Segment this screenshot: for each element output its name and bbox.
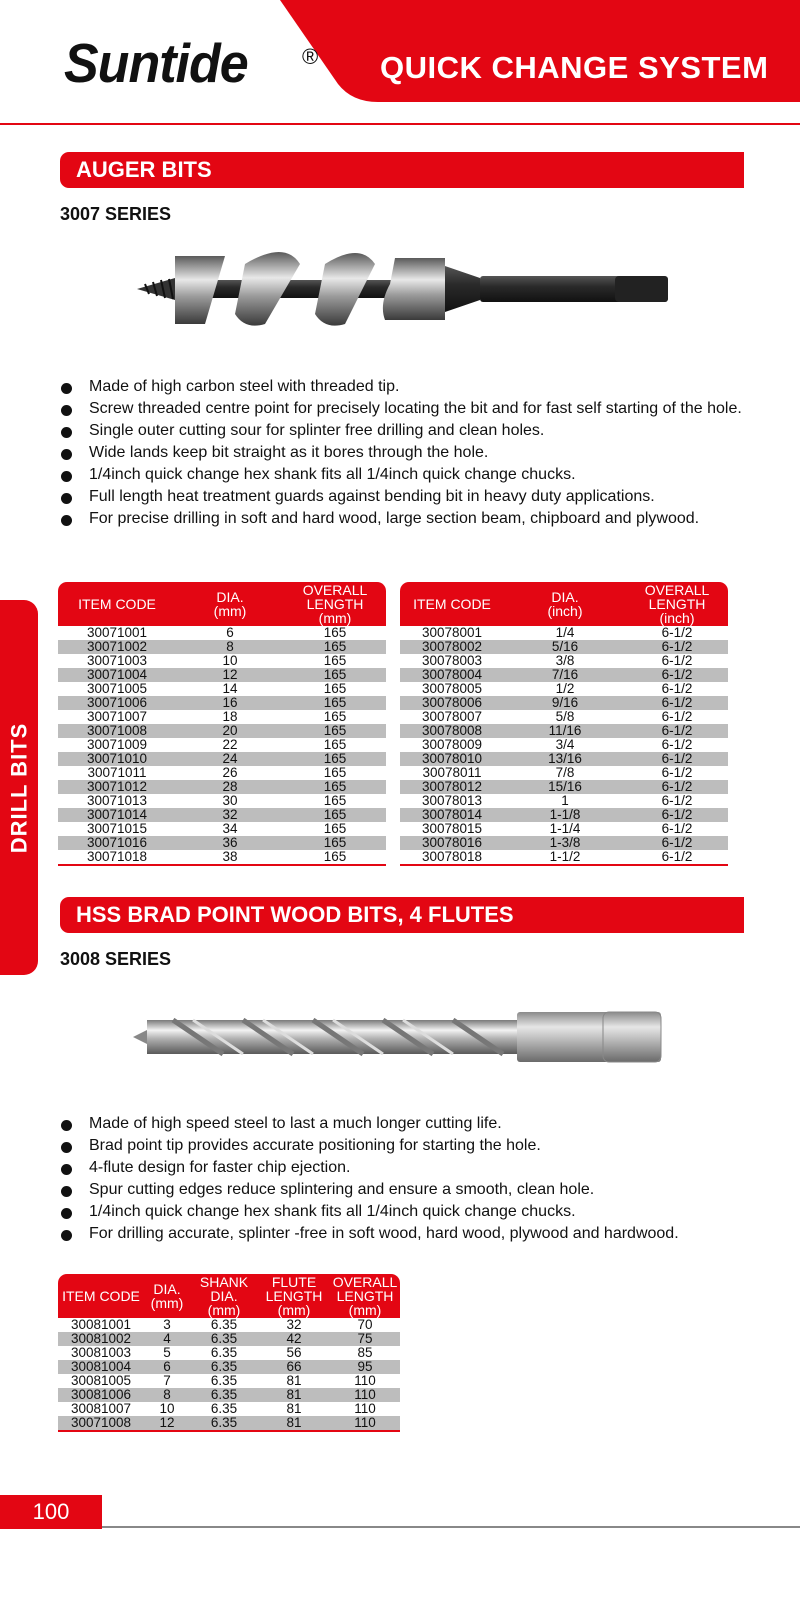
- table-cell: 10: [222, 653, 238, 668]
- table-cell: 30078013: [421, 793, 483, 808]
- table-cell: 30071013: [86, 793, 148, 808]
- feature-item: For drilling accurate, splinter -free in soft wood, hard wood, plywood and hardwood.: [60, 1223, 760, 1245]
- table-cell: 30078007: [421, 709, 483, 724]
- table-cell: 165: [323, 709, 347, 724]
- table-body: [58, 626, 386, 865]
- feature-item: Full length heat treatment guards against bending bit in heavy duty applications.: [60, 486, 760, 508]
- table-cell: 8: [144, 1388, 190, 1402]
- page-header-title: QUICK CHANGE SYSTEM: [380, 50, 769, 85]
- table-cell: 165: [323, 793, 347, 808]
- page-number: 100: [32, 1499, 70, 1524]
- table-cell: 165: [284, 668, 386, 682]
- feature-item: 1/4inch quick change hex shank fits all 1/4inch quick change chucks.: [60, 1201, 760, 1223]
- feature-item: Made of high carbon steel with threaded tip.: [60, 376, 760, 398]
- feature-item: 1/4inch quick change hex shank fits all 1/4inch quick change chucks.: [60, 464, 760, 486]
- table-cell: 4: [144, 1332, 190, 1346]
- table-cell: 30071018: [58, 850, 176, 865]
- table-cell: 6-1/2: [661, 653, 693, 668]
- table-cell: 6: [226, 625, 234, 640]
- table-cell: 3: [163, 1317, 171, 1332]
- table-cell: 11/16: [504, 724, 626, 738]
- column-header: [190, 1274, 258, 1318]
- table-row: [400, 752, 728, 766]
- table-cell: 8: [176, 640, 284, 654]
- table-cell: 1/4: [555, 625, 575, 640]
- table-cell: 85: [357, 1345, 373, 1360]
- table-cell: 3/8: [555, 653, 575, 668]
- table-row: [58, 696, 386, 710]
- table-row: [58, 654, 386, 668]
- side-category-label: DRILL BITS: [6, 722, 31, 853]
- table-cell: 3/4: [555, 737, 575, 752]
- table-cell: 30071003: [86, 653, 148, 668]
- table-cell: 12: [144, 1416, 190, 1431]
- table-row: [400, 850, 728, 865]
- column-header-line: ITEM CODE: [62, 1288, 140, 1304]
- section-title-auger: AUGER BITS: [60, 152, 744, 188]
- table-body: [58, 1318, 400, 1431]
- feature-item: Screw threaded centre point for precisely locating the bit and for fast self starting of the hole.: [60, 398, 760, 420]
- table-cell: 5/8: [555, 709, 575, 724]
- auger-bit-icon: [135, 244, 680, 332]
- column-header-line: ITEM CODE: [78, 596, 156, 612]
- table-row: [58, 836, 386, 850]
- feature-item: Spur cutting edges reduce splintering and ensure a smooth, clean hole.: [60, 1179, 760, 1201]
- table-cell: 6-1/2: [626, 752, 728, 766]
- table-cell: 30078010: [400, 752, 504, 766]
- table-row: [400, 794, 728, 808]
- column-header-line: OVERALL: [332, 1274, 398, 1290]
- table-cell: 165: [323, 681, 347, 696]
- table-cell: 42: [258, 1332, 330, 1346]
- table-cell: 32: [176, 808, 284, 822]
- table-row: [58, 668, 386, 682]
- table-cell: 165: [284, 850, 386, 865]
- table-cell: 30078015: [421, 821, 483, 836]
- table-cell: 30078008: [400, 724, 504, 738]
- table-cell: 6-1/2: [626, 850, 728, 865]
- table-row: [58, 640, 386, 654]
- table-cell: 165: [284, 752, 386, 766]
- brad-feature-list: [60, 1113, 760, 1245]
- column-header: [626, 582, 728, 626]
- table-row: [58, 808, 386, 822]
- table-row: [58, 1402, 400, 1416]
- column-header-line: DIA.: [216, 589, 244, 605]
- table-cell: 165: [323, 625, 347, 640]
- table-cell: 6-1/2: [626, 836, 728, 850]
- table-cell: 6-1/2: [626, 808, 728, 822]
- table-cell: 75: [330, 1332, 400, 1346]
- table-cell: 30071012: [58, 780, 176, 794]
- table-cell: 6.35: [190, 1332, 258, 1346]
- column-header-line: (mm): [150, 1295, 184, 1311]
- table-cell: 30071008: [58, 1416, 144, 1431]
- table-cell: 165: [284, 696, 386, 710]
- column-header-line: (mm): [213, 603, 247, 619]
- table-cell: 14: [222, 681, 238, 696]
- column-header-line: DIA.: [210, 1288, 238, 1304]
- column-header: [284, 582, 386, 626]
- table-row: [58, 682, 386, 696]
- brad-point-bit-icon: [133, 1006, 668, 1068]
- table-cell: 24: [176, 752, 284, 766]
- feature-item: Brad point tip provides accurate positioning for starting the hole.: [60, 1135, 760, 1157]
- brand-logo: Suntide: [64, 33, 248, 95]
- column-header: [400, 582, 504, 626]
- table-row: [58, 1416, 400, 1431]
- table-cell: 30078009: [421, 737, 483, 752]
- table-cell: 30071007: [86, 709, 148, 724]
- table-header: [58, 1274, 400, 1318]
- table-cell: 30078011: [422, 765, 482, 780]
- table-cell: 32: [286, 1317, 302, 1332]
- table-cell: 28: [176, 780, 284, 794]
- section-title-brad-point: HSS BRAD POINT WOOD BITS, 4 FLUTES: [60, 897, 744, 933]
- table-row: [58, 1346, 400, 1360]
- table-cell: 66: [258, 1360, 330, 1374]
- table-cell: 165: [284, 724, 386, 738]
- table-cell: 30071004: [58, 668, 176, 682]
- table-row: [58, 794, 386, 808]
- table-row: [58, 710, 386, 724]
- column-header-line: (inch): [547, 603, 583, 619]
- feature-item: 4-flute design for faster chip ejection.: [60, 1157, 760, 1179]
- series-label-3007: 3007 SERIES: [60, 204, 172, 224]
- table-cell: 6-1/2: [626, 640, 728, 654]
- table-cell: 6-1/2: [661, 737, 693, 752]
- table-cell: 165: [284, 808, 386, 822]
- table-row: [400, 780, 728, 794]
- table-cell: 6-1/2: [626, 696, 728, 710]
- table-cell: 6.35: [190, 1360, 258, 1374]
- auger-spec-table-inch: [400, 582, 728, 866]
- table-cell: 30078005: [421, 681, 483, 696]
- table-cell: 13/16: [504, 752, 626, 766]
- table-cell: 30078004: [400, 668, 504, 682]
- side-category-label-wrap: [0, 600, 38, 975]
- table-cell: 20: [176, 724, 284, 738]
- table-cell: 1-3/8: [504, 836, 626, 850]
- column-header: [144, 1274, 190, 1318]
- feature-item: Made of high speed steel to last a much longer cutting life.: [60, 1113, 760, 1135]
- table-cell: 30071009: [86, 737, 148, 752]
- column-header: [504, 582, 626, 626]
- table-cell: 30071005: [86, 681, 148, 696]
- table-cell: 1: [561, 793, 569, 808]
- table-cell: 165: [284, 640, 386, 654]
- column-header-line: ITEM CODE: [413, 596, 491, 612]
- column-header: [258, 1274, 330, 1318]
- feature-item: Single outer cutting sour for splinter free drilling and clean holes.: [60, 420, 760, 442]
- table-cell: 6-1/2: [661, 793, 693, 808]
- table-header: [400, 582, 728, 626]
- table-cell: 30081005: [70, 1373, 132, 1388]
- table-row: [400, 668, 728, 682]
- table-cell: 110: [330, 1416, 400, 1431]
- table-cell: 10: [159, 1401, 175, 1416]
- column-header-line: OVERALL: [302, 582, 368, 598]
- table-row: [400, 626, 728, 640]
- table-row: [400, 724, 728, 738]
- table-cell: 6.35: [210, 1345, 238, 1360]
- column-header-line: (mm): [277, 1302, 311, 1318]
- table-cell: 30071011: [87, 765, 147, 780]
- table-row: [400, 822, 728, 836]
- table-cell: 165: [284, 836, 386, 850]
- table-row: [400, 696, 728, 710]
- table-cell: 30078001: [421, 625, 483, 640]
- table-cell: 81: [286, 1373, 302, 1388]
- column-header-line: FLUTE: [271, 1274, 317, 1290]
- table-cell: 7/16: [504, 668, 626, 682]
- table-cell: 7/8: [555, 765, 575, 780]
- table-cell: 70: [357, 1317, 373, 1332]
- table-cell: 38: [176, 850, 284, 865]
- footer-divider: [102, 1526, 800, 1528]
- table-cell: 30078016: [400, 836, 504, 850]
- table-cell: 15/16: [504, 780, 626, 794]
- table-cell: 81: [286, 1401, 302, 1416]
- table-row: [58, 752, 386, 766]
- table-cell: 30078003: [421, 653, 483, 668]
- table-row: [58, 724, 386, 738]
- table-cell: 1-1/2: [504, 850, 626, 865]
- table-cell: 30078018: [400, 850, 504, 865]
- column-header-line: (mm): [318, 610, 352, 626]
- table-cell: 30078006: [400, 696, 504, 710]
- series-label-3008: 3008 SERIES: [60, 949, 172, 969]
- table-cell: 30071006: [58, 696, 176, 710]
- table-row: [400, 766, 728, 780]
- table-row: [400, 808, 728, 822]
- table-cell: 6-1/2: [626, 668, 728, 682]
- table-cell: 110: [330, 1388, 400, 1402]
- table-cell: 6-1/2: [626, 780, 728, 794]
- table-row: [400, 682, 728, 696]
- table-cell: 81: [258, 1416, 330, 1431]
- table-cell: 5: [163, 1345, 171, 1360]
- table-cell: 30081001: [70, 1317, 132, 1332]
- table-cell: 30081003: [70, 1345, 132, 1360]
- table-cell: 6.35: [190, 1416, 258, 1431]
- table-row: [58, 1318, 400, 1332]
- table-row: [58, 766, 386, 780]
- table-cell: 30071016: [58, 836, 176, 850]
- table-cell: 6-1/2: [626, 724, 728, 738]
- table-cell: 95: [330, 1360, 400, 1374]
- table-row: [58, 1374, 400, 1388]
- column-header: [58, 582, 176, 626]
- feature-item: Wide lands keep bit straight as it bores through the hole.: [60, 442, 760, 464]
- table-cell: 30081006: [58, 1388, 144, 1402]
- table-row: [400, 640, 728, 654]
- column-header-line: (inch): [659, 610, 695, 626]
- table-cell: 110: [354, 1401, 376, 1416]
- table-cell: 110: [354, 1373, 376, 1388]
- table-row: [58, 780, 386, 794]
- table-cell: 165: [284, 780, 386, 794]
- table-row: [58, 626, 386, 640]
- column-header-line: (mm): [207, 1302, 241, 1318]
- table-cell: 6-1/2: [661, 821, 693, 836]
- table-cell: 30081002: [58, 1332, 144, 1346]
- auger-feature-list: [60, 376, 760, 530]
- table-cell: 165: [323, 653, 347, 668]
- table-cell: 16: [176, 696, 284, 710]
- table-cell: 30078012: [400, 780, 504, 794]
- column-header-line: DIA.: [551, 589, 579, 605]
- table-cell: 1-1/8: [504, 808, 626, 822]
- registered-mark: ®: [302, 44, 319, 69]
- table-cell: 30071008: [58, 724, 176, 738]
- table-cell: 6.35: [210, 1373, 238, 1388]
- table-cell: 5/16: [504, 640, 626, 654]
- brad-spec-table: [58, 1274, 400, 1432]
- auger-spec-table-mm: [58, 582, 386, 866]
- table-cell: 6-1/2: [661, 765, 693, 780]
- table-cell: 22: [222, 737, 238, 752]
- table-cell: 6-1/2: [661, 625, 693, 640]
- table-cell: 30071015: [86, 821, 148, 836]
- table-row: [400, 710, 728, 724]
- column-header: [330, 1274, 400, 1318]
- column-header-line: LENGTH: [265, 1288, 323, 1304]
- table-row: [400, 738, 728, 752]
- column-header: [58, 1274, 144, 1318]
- column-header-line: LENGTH: [306, 596, 364, 612]
- column-header-line: DIA.: [153, 1281, 181, 1297]
- table-row: [58, 850, 386, 865]
- table-cell: 6.35: [210, 1401, 238, 1416]
- table-row: [58, 738, 386, 752]
- header-divider: [0, 123, 800, 125]
- table-cell: 7: [163, 1373, 171, 1388]
- table-cell: 9/16: [504, 696, 626, 710]
- table-cell: 26: [222, 765, 238, 780]
- table-row: [58, 1360, 400, 1374]
- table-cell: 81: [258, 1388, 330, 1402]
- table-cell: 18: [222, 709, 238, 724]
- table-cell: 165: [323, 765, 347, 780]
- column-header-line: (mm): [348, 1302, 382, 1318]
- table-cell: 1-1/4: [549, 821, 581, 836]
- table-cell: 165: [323, 821, 347, 836]
- table-cell: 56: [286, 1345, 302, 1360]
- table-cell: 30071001: [86, 625, 148, 640]
- table-cell: 6.35: [210, 1317, 238, 1332]
- table-cell: 34: [222, 821, 238, 836]
- column-header-line: SHANK: [199, 1274, 249, 1290]
- table-cell: 30078002: [400, 640, 504, 654]
- table-cell: 165: [323, 737, 347, 752]
- column-header: [176, 582, 284, 626]
- table-cell: 12: [176, 668, 284, 682]
- table-cell: 30078014: [400, 808, 504, 822]
- table-cell: 6-1/2: [661, 709, 693, 724]
- table-header: [58, 582, 386, 626]
- table-cell: 30081004: [58, 1360, 144, 1374]
- table-row: [58, 822, 386, 836]
- column-header-line: LENGTH: [648, 596, 706, 612]
- table-cell: 30: [222, 793, 238, 808]
- table-cell: 30071010: [58, 752, 176, 766]
- table-cell: 30071014: [58, 808, 176, 822]
- table-cell: 30071002: [58, 640, 176, 654]
- table-body: [400, 626, 728, 865]
- table-cell: 6: [144, 1360, 190, 1374]
- table-cell: 1/2: [555, 681, 575, 696]
- feature-item: For precise drilling in soft and hard wood, large section beam, chipboard and plywood.: [60, 508, 760, 530]
- column-header-line: LENGTH: [336, 1288, 394, 1304]
- table-row: [58, 1332, 400, 1346]
- table-row: [58, 1388, 400, 1402]
- table-cell: 6-1/2: [661, 681, 693, 696]
- table-cell: 36: [176, 836, 284, 850]
- table-row: [400, 654, 728, 668]
- table-cell: 30081007: [70, 1401, 132, 1416]
- table-row: [400, 836, 728, 850]
- column-header-line: OVERALL: [644, 582, 710, 598]
- table-cell: 6.35: [190, 1388, 258, 1402]
